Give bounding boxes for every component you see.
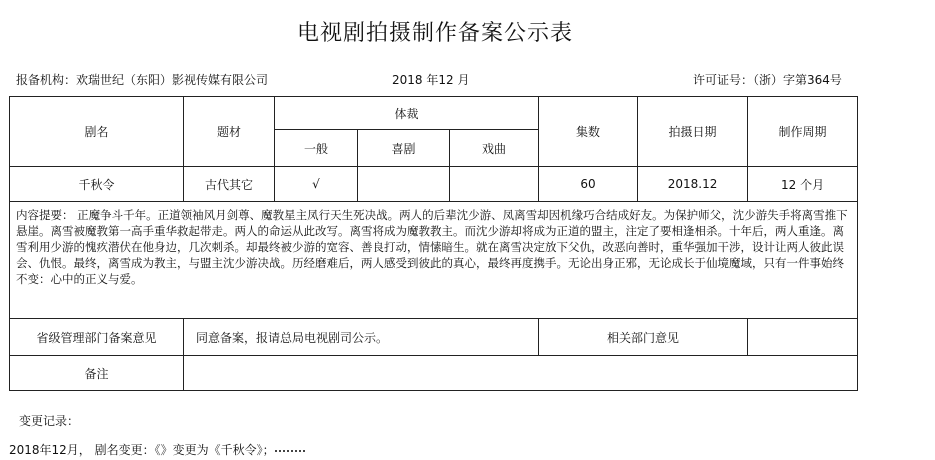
- related-opinion-value: [748, 319, 858, 356]
- cell-period: 12 个月: [748, 167, 858, 202]
- header-period: 制作周期: [748, 97, 858, 167]
- filing-date: 2018 年12 月: [392, 73, 470, 87]
- permit-number: 许可证号：（浙）字第364号: [693, 73, 842, 87]
- provincial-opinion-value: 同意备案，报请总局电视剧司公示。: [184, 319, 539, 356]
- header-shoot-date: 拍摄日期: [638, 97, 748, 167]
- cell-shoot-date: 2018.12: [638, 167, 748, 202]
- header-name: 剧名: [10, 97, 184, 167]
- header-genre-comedy: 喜剧: [358, 130, 450, 167]
- cell-comedy: [358, 167, 450, 202]
- cell-opera: [450, 167, 539, 202]
- provincial-opinion-label: 省级管理部门备案意见: [10, 319, 184, 356]
- cell-theme: 古代其它: [184, 167, 275, 202]
- content-summary: 内容提要： 正魔争斗千年。正道领袖风月剑尊、魔教星主凤行天生死决战。两人的后辈沈少游、凤离雪却因机缘巧合结成好友。为保护师父，沈少游失手将离雪推下悬崖。离雪被魔教第一高手重华救起带走。两人的命运从此改写。离雪将成为魔教教主。而沈少游却将成为正道的盟主，注定了要相逢相杀。十年后，两人重逢。离雪利用少游的愧疚潜伏在他身边，几次刺杀。却最终被少游的宽容、善良打动，情愫暗生。就在离雪决定放下父仇，改恶向善时，重华强加干涉，设计让两人彼此误会、仇恨。最终，离雪成为教主，与盟主沈少游决战。历经磨难后，两人感受到彼此的真心，最终再度携手。无论出身正邪，无论成长于仙境魔域，只有一件事始终不变：心中的正义与爱。: [10, 202, 858, 319]
- header-genre-general: 一般: [275, 130, 358, 167]
- remarks-label: 备注: [10, 356, 184, 391]
- filing-table: [9, 96, 858, 391]
- header-theme: 题材: [184, 97, 275, 167]
- change-log-label: 变更记录：: [19, 414, 80, 428]
- cell-episodes: 60: [539, 167, 638, 202]
- page-title: 电视剧拍摄制作备案公示表: [296, 21, 573, 46]
- table-row: [10, 167, 858, 202]
- filing-agency: 报备机构：欢瑞世纪（东阳）影视传媒有限公司: [16, 73, 269, 87]
- handwritten-mark: [275, 450, 305, 460]
- header-genre: 体裁: [275, 97, 539, 130]
- related-opinion-label: 相关部门意见: [539, 319, 748, 356]
- cell-general: √: [275, 167, 358, 202]
- header-genre-opera: 戏曲: [450, 130, 539, 167]
- header-episodes: 集数: [539, 97, 638, 167]
- cell-name: 千秋令: [10, 167, 184, 202]
- remarks-value: [184, 356, 858, 391]
- change-log-entry: 2018年12月， 剧名变更：《》变更为《千秋令》；: [9, 443, 275, 457]
